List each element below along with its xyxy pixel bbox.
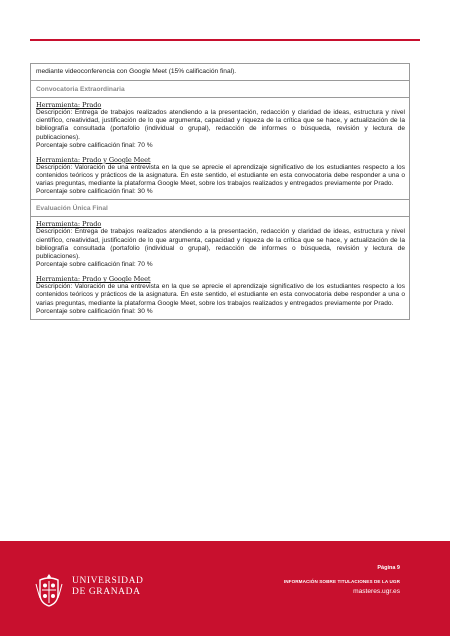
- description-text: Descripción: Entrega de trabajos realizados atendiendo a la presentación, redacción y claridad de ideas, estructura y nivel científico, creatividad, justificación de lo que argumenta, capacidad y riqueza de la crítica que se hace, y actualización de la bibliografía consultada (portafolio (individual o grupal), redacción de informes o búsqueda, revisión y lectura de publicaciones).: [36, 228, 405, 261]
- university-name: [72, 576, 144, 598]
- section-title: Convocatoria Extraordinaria: [36, 86, 125, 93]
- section-header-unica-final: [31, 200, 409, 217]
- university-line-1: UNIVERSIDAD: [72, 576, 144, 586]
- assessment-block: [36, 275, 405, 316]
- description-text: Descripción: Valoración de una entrevista en la que se aprecie el aprendizaje significativo de los estudiantes respecto a los contenidos teóricos y prácticos de la asignatura. En este sentido, el estudiante en esta convocatoria debe responder a una o varias preguntas, mediante la plataforma Google Meet, sobre los trabajos realizados y entregados previamente por Prado.: [36, 283, 405, 307]
- description-text: Descripción: Entrega de trabajos realizados atendiendo a la presentación, redacción y claridad de ideas, estructura y nivel científico, creatividad, justificación de lo que argumenta, capacidad y riqueza de la crítica que se hace, y actualización de la bibliografía consultada (portafolio (individual o grupal), redacción de informes o búsqueda, revisión y lectura de publicaciones).: [36, 109, 405, 141]
- section-header-extraordinaria: [31, 81, 409, 98]
- tool-label: Herramienta: Prado: [36, 220, 102, 229]
- continued-text: mediante videoconferencia con Google Meet (15% calificación final).: [36, 68, 237, 75]
- website-link[interactable]: masteres.ugr.es: [353, 588, 400, 595]
- page-number: Página 9: [377, 565, 400, 571]
- section-body-unica-final: [31, 217, 409, 319]
- section-title: Evaluación Única Final: [36, 205, 108, 213]
- tool-label: Herramienta: Prado y Google Meet: [36, 275, 151, 284]
- description-text: Descripción: Valoración de una entrevista en la que se aprecie el aprendizaje significativo de los estudiantes respecto a los contenidos teóricos y prácticos de la asignatura. En este sentido, el estudiante en esta convocatoria debe responder a una o varias preguntas, mediante la plataforma Google Meet, sobre los trabajos realizados y entregados previamente por Prado.: [36, 163, 405, 188]
- table-row: [31, 64, 409, 81]
- evaluation-table: [30, 63, 410, 320]
- university-crest-icon: [34, 572, 64, 608]
- assessment-block: [36, 156, 405, 197]
- tool-label: Herramienta: Prado y Google Meet: [36, 155, 151, 164]
- percentage-text: Porcentaje sobre calificación final: 70 %: [36, 141, 153, 149]
- percentage-text: Porcentaje sobre calificación final: 70 %: [36, 261, 153, 269]
- tool-label: Herramienta: Prado: [36, 101, 102, 109]
- section-body-extraordinaria: [31, 98, 409, 200]
- info-label: INFORMACIÓN SOBRE TITULACIONES DE LA UGR: [283, 579, 400, 584]
- assessment-block: [36, 220, 405, 269]
- percentage-text: Porcentaje sobre calificación final: 30 %: [36, 307, 153, 315]
- page-footer: [0, 541, 450, 636]
- header-rule: [30, 39, 420, 41]
- percentage-text: Porcentaje sobre calificación final: 30 %: [36, 188, 153, 196]
- university-line-2: DE GRANADA: [72, 587, 141, 597]
- assessment-block: [36, 101, 405, 150]
